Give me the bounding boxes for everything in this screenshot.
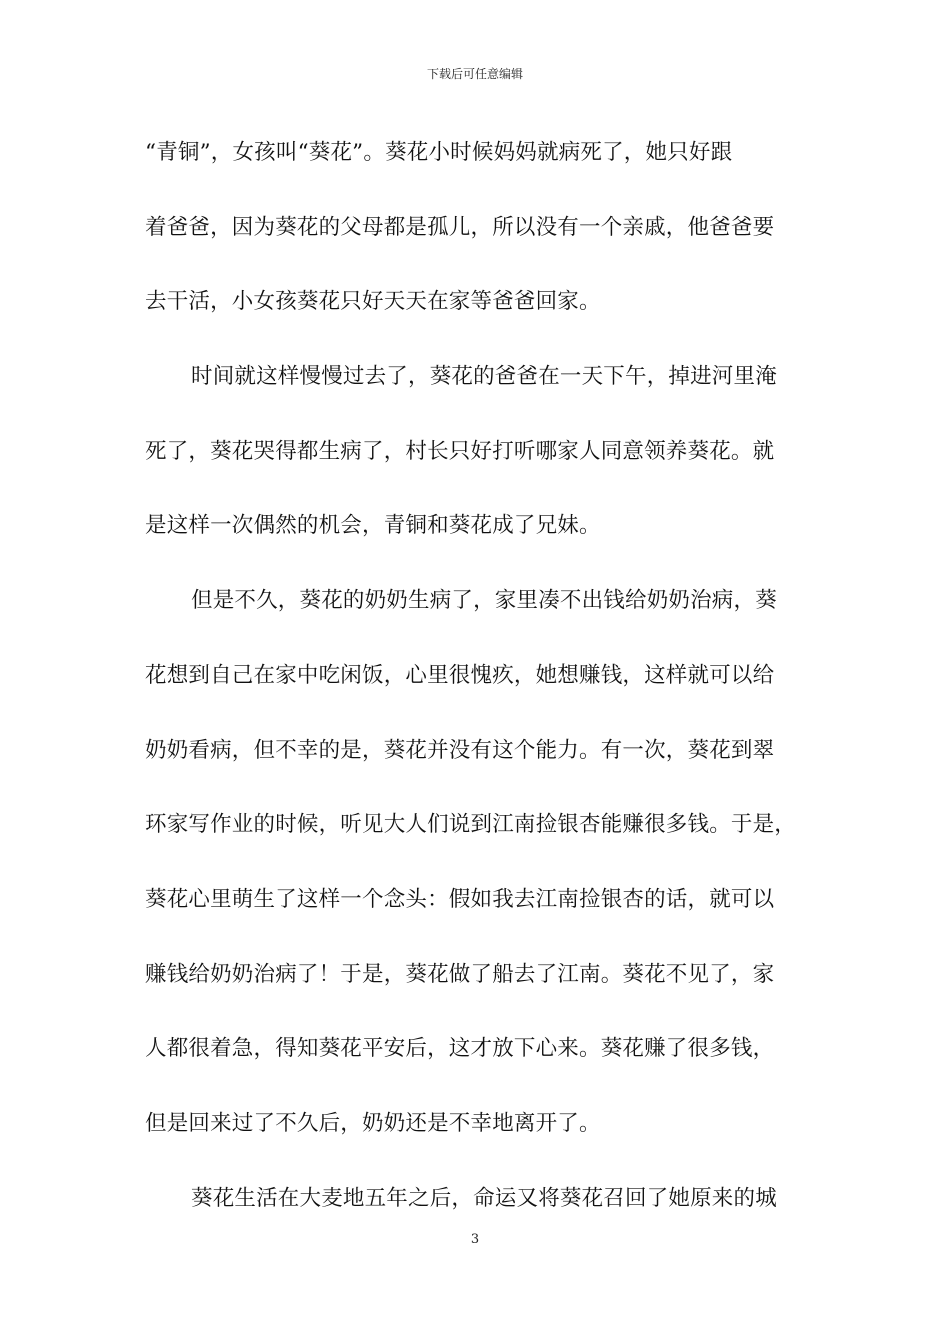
text-line: 但是不久，葵花的奶奶生病了，家里凑不出钱给奶奶治病，葵 <box>191 588 777 614</box>
body-text <box>145 128 825 1248</box>
text-line: “青铜”，女孩叫“葵花”。葵花小时候妈妈就病死了，她只好跟 <box>145 140 733 165</box>
text-line: 去干活，小女孩葵花只好天天在家等爸爸回家。 <box>145 289 601 315</box>
text-line: 着爸爸，因为葵花的父母都是孤儿，所以没有一个亲戚，他爸爸要 <box>145 214 775 240</box>
text-line: 时间就这样慢慢过去了，葵花的爸爸在一天下午，掉进河里淹 <box>191 364 777 390</box>
text-line: 是这样一次偶然的机会，青铜和葵花成了兄妹。 <box>145 513 601 539</box>
text-line: 人都很着急，得知葵花平安后，这才放下心来。葵花赚了很多钱， <box>145 1036 775 1062</box>
page-number: 3 <box>470 1232 480 1247</box>
page-header: 下载后可任意编辑 <box>426 67 523 81</box>
text-line: 环家写作业的时候，听见大人们说到江南捡银杏能赚很多钱。于是， <box>145 812 797 838</box>
text-line: 但是回来过了不久后，奶奶还是不幸地离开了。 <box>145 1110 601 1136</box>
text-line: 死了，葵花哭得都生病了，村长只好打听哪家人同意领养葵花。就 <box>145 438 775 464</box>
text-line: 赚钱给奶奶治病了！于是，葵花做了船去了江南。葵花不见了，家 <box>145 961 775 987</box>
text-line: 花想到自己在家中吃闲饭，心里很愧疚，她想赚钱，这样就可以给 <box>145 662 775 688</box>
text-line: 葵花生活在大麦地五年之后，命运又将葵花召回了她原来的城 <box>191 1185 777 1211</box>
text-line: 奶奶看病，但不幸的是，葵花并没有这个能力。有一次，葵花到翠 <box>145 737 775 763</box>
text-line: 葵花心里萌生了这样一个念头：假如我去江南捡银杏的话，就可以 <box>145 886 775 912</box>
